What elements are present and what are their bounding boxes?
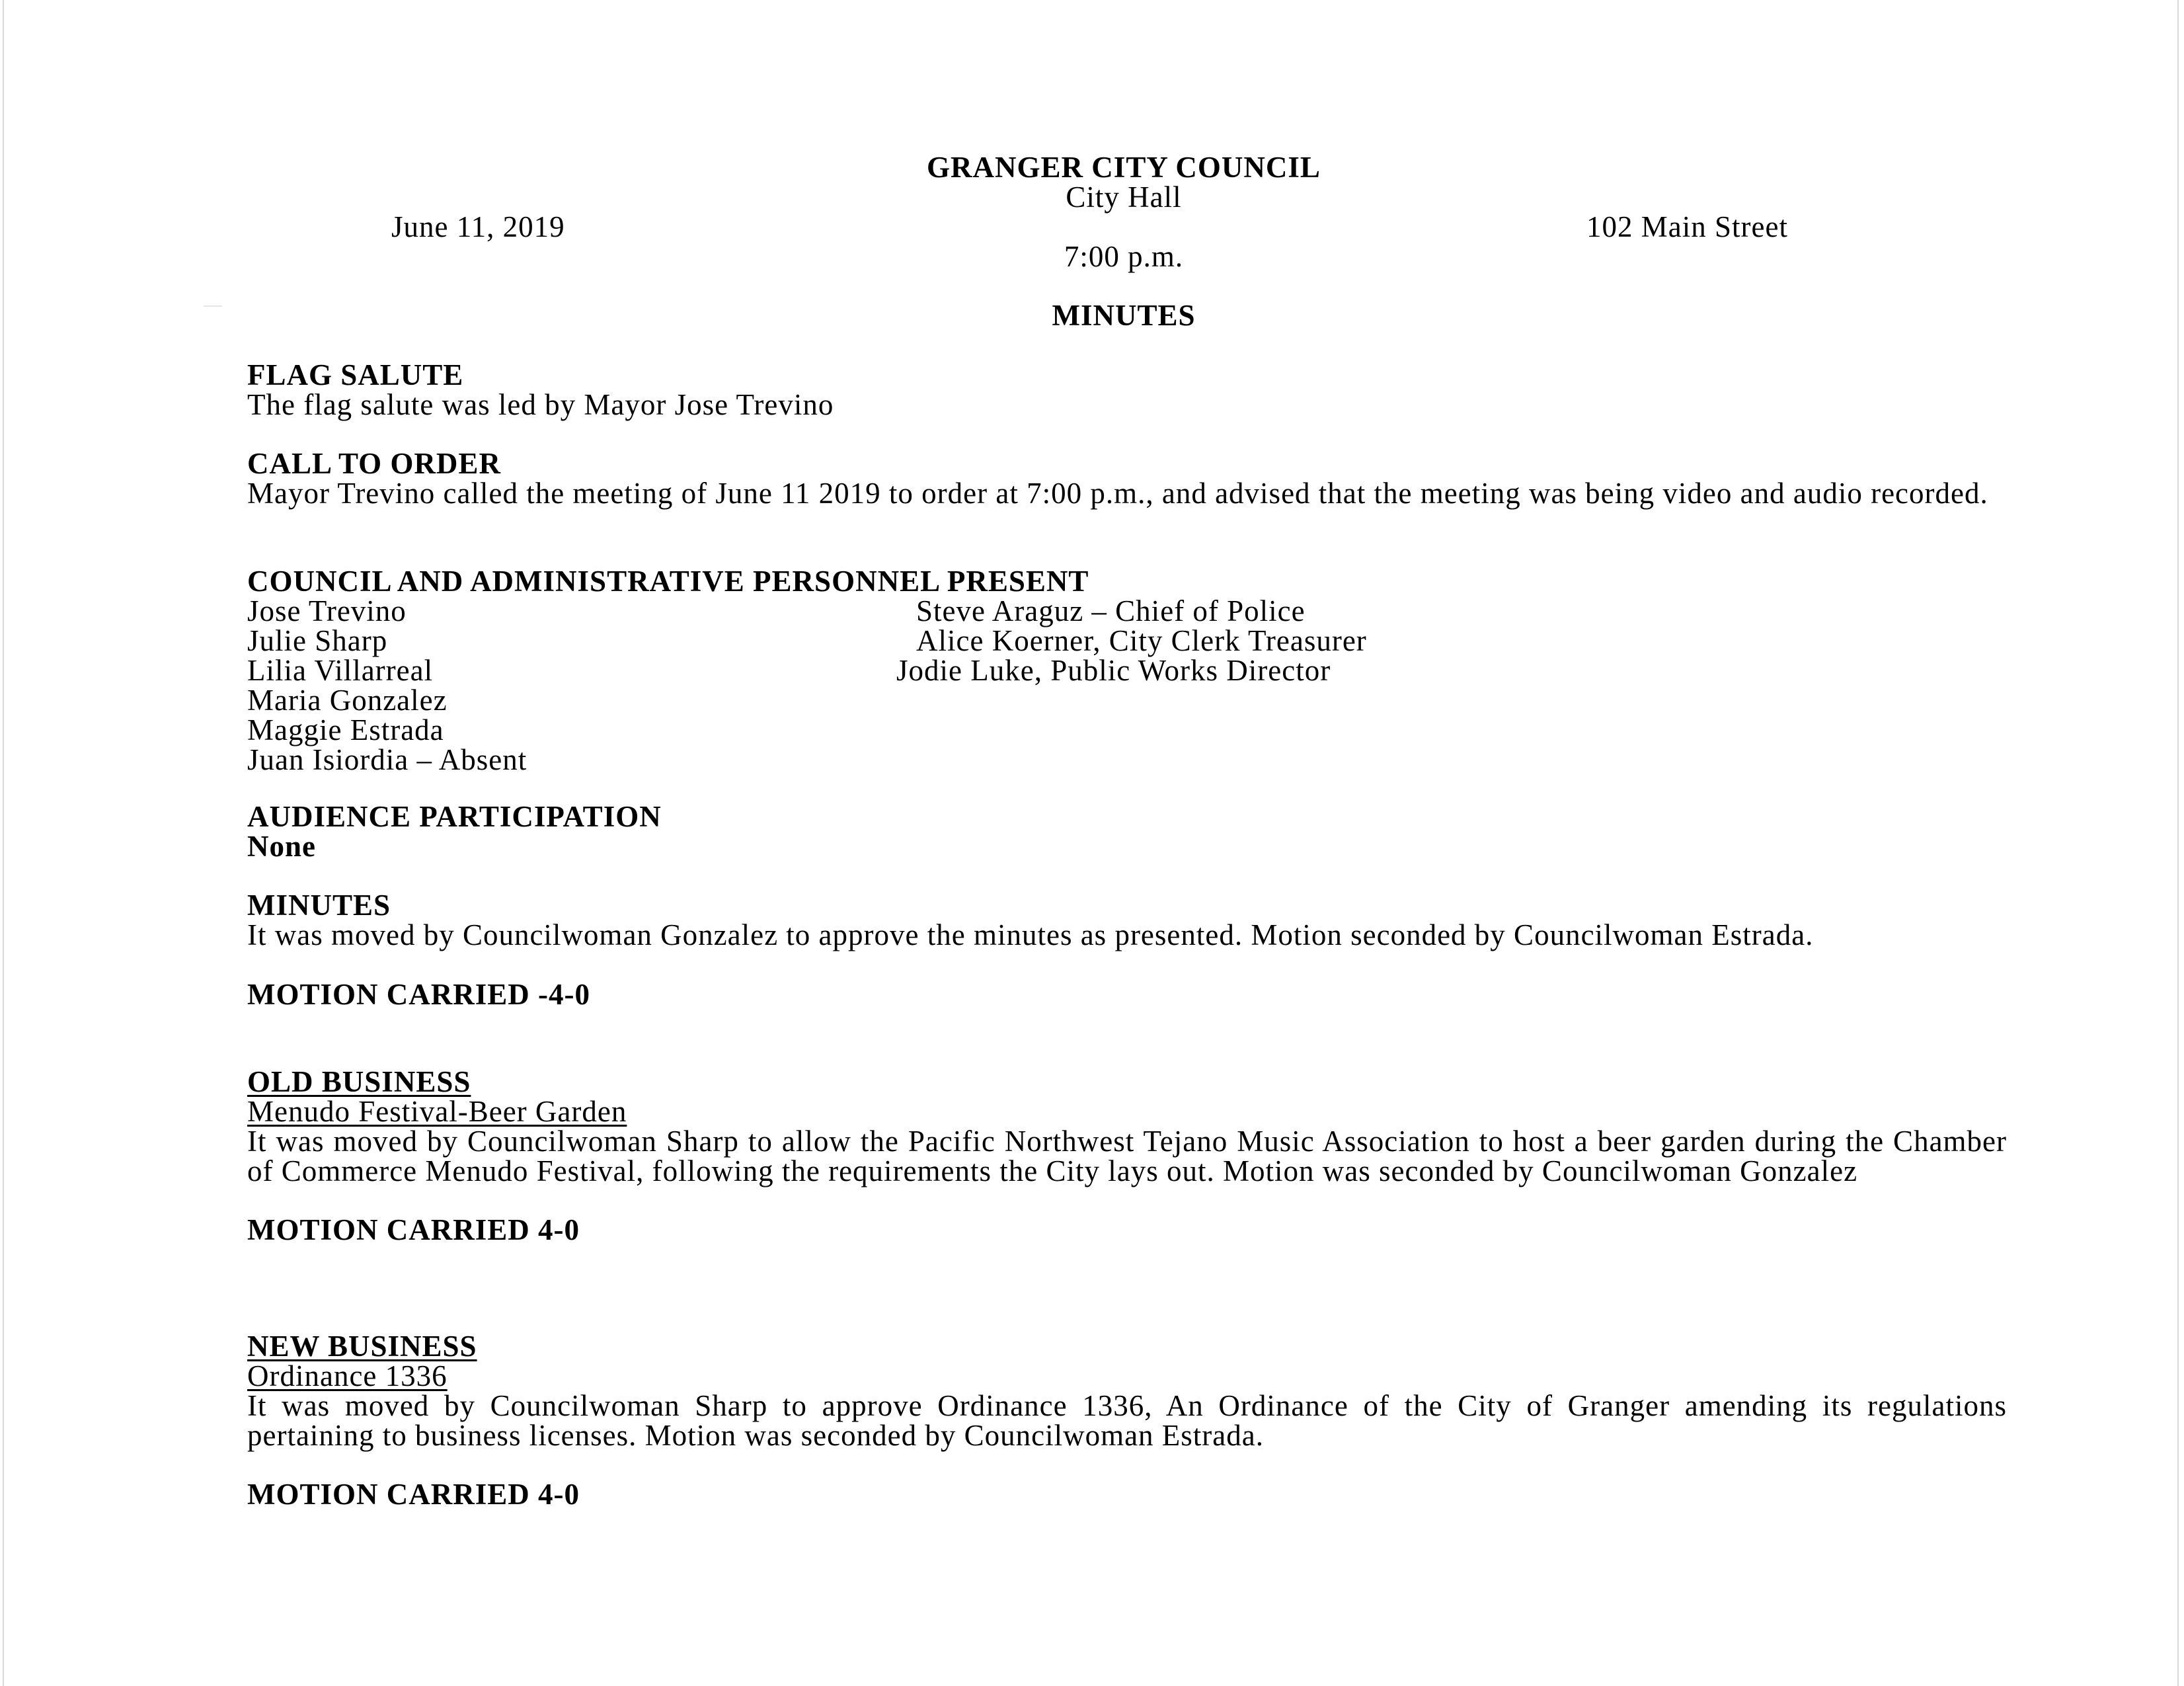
minutes-text: It was moved by Councilwoman Gonzalez to approve the minutes as presented. Motion seconded by Councilwoman Estrada. [247, 918, 1814, 951]
council-member: Maggie Estrada [247, 713, 444, 746]
flag-salute-text: The flag salute was led by Mayor Jose Trevino [247, 388, 834, 421]
meeting-time: 7:00 p.m. [1064, 240, 1184, 273]
document-type: MINUTES [1052, 299, 1196, 332]
venue: City Hall [1066, 181, 1182, 214]
old-business-item-title: Menudo Festival-Beer Garden [247, 1095, 627, 1128]
org-title: GRANGER CITY COUNCIL [927, 151, 1321, 184]
old-business-result: MOTION CARRIED 4-0 [247, 1213, 580, 1246]
call-to-order-heading: CALL TO ORDER [247, 447, 501, 480]
call-to-order-text: Mayor Trevino called the meeting of June 11 2019 to order at 7:00 p.m., and advised that the meeting was being video and audio recorded. [247, 477, 1988, 510]
council-member: Julie Sharp [247, 624, 388, 657]
minutes-result: MOTION CARRIED -4-0 [247, 978, 590, 1011]
new-business-text: It was moved by Councilwoman Sharp to approve Ordinance 1336, An Ordinance of the City of Granger amending its regulations pertaining to business licenses. Motion was seconded by Councilwoman Estrada. [247, 1389, 2007, 1452]
flag-salute-heading: FLAG SALUTE [247, 358, 464, 391]
new-business-result: MOTION CARRIED 4-0 [247, 1478, 580, 1511]
new-business-heading: NEW BUSINESS [247, 1330, 477, 1363]
council-member: Maria Gonzalez [247, 684, 448, 717]
old-business-text: It was moved by Councilwoman Sharp to allow the Pacific Northwest Tejano Music Association to host a beer garden during the Chamber of Commerce Menudo Festival, following the requirements the City lays out. Motion was seconded by Councilwoman Gonzalez [247, 1125, 2007, 1187]
audience-text: None [247, 830, 316, 863]
meeting-address: 102 Main Street [1586, 210, 1788, 243]
meeting-date: June 11, 2019 [391, 210, 565, 243]
audience-heading: AUDIENCE PARTICIPATION [247, 800, 662, 833]
council-member: Lilia Villarreal [247, 654, 434, 687]
staff-member: Jodie Luke, Public Works Director [896, 654, 1331, 687]
council-member: Juan Isiordia – Absent [247, 743, 527, 776]
minutes-heading: MINUTES [247, 889, 391, 922]
council-member: Jose Trevino [247, 594, 407, 627]
staff-member: Alice Koerner, City Clerk Treasurer [916, 624, 1367, 657]
staff-member: Steve Araguz – Chief of Police [916, 594, 1306, 627]
personnel-heading: COUNCIL AND ADMINISTRATIVE PERSONNEL PRESENT [247, 565, 1089, 598]
old-business-heading: OLD BUSINESS [247, 1065, 471, 1098]
new-business-item-title: Ordinance 1336 [247, 1359, 448, 1392]
